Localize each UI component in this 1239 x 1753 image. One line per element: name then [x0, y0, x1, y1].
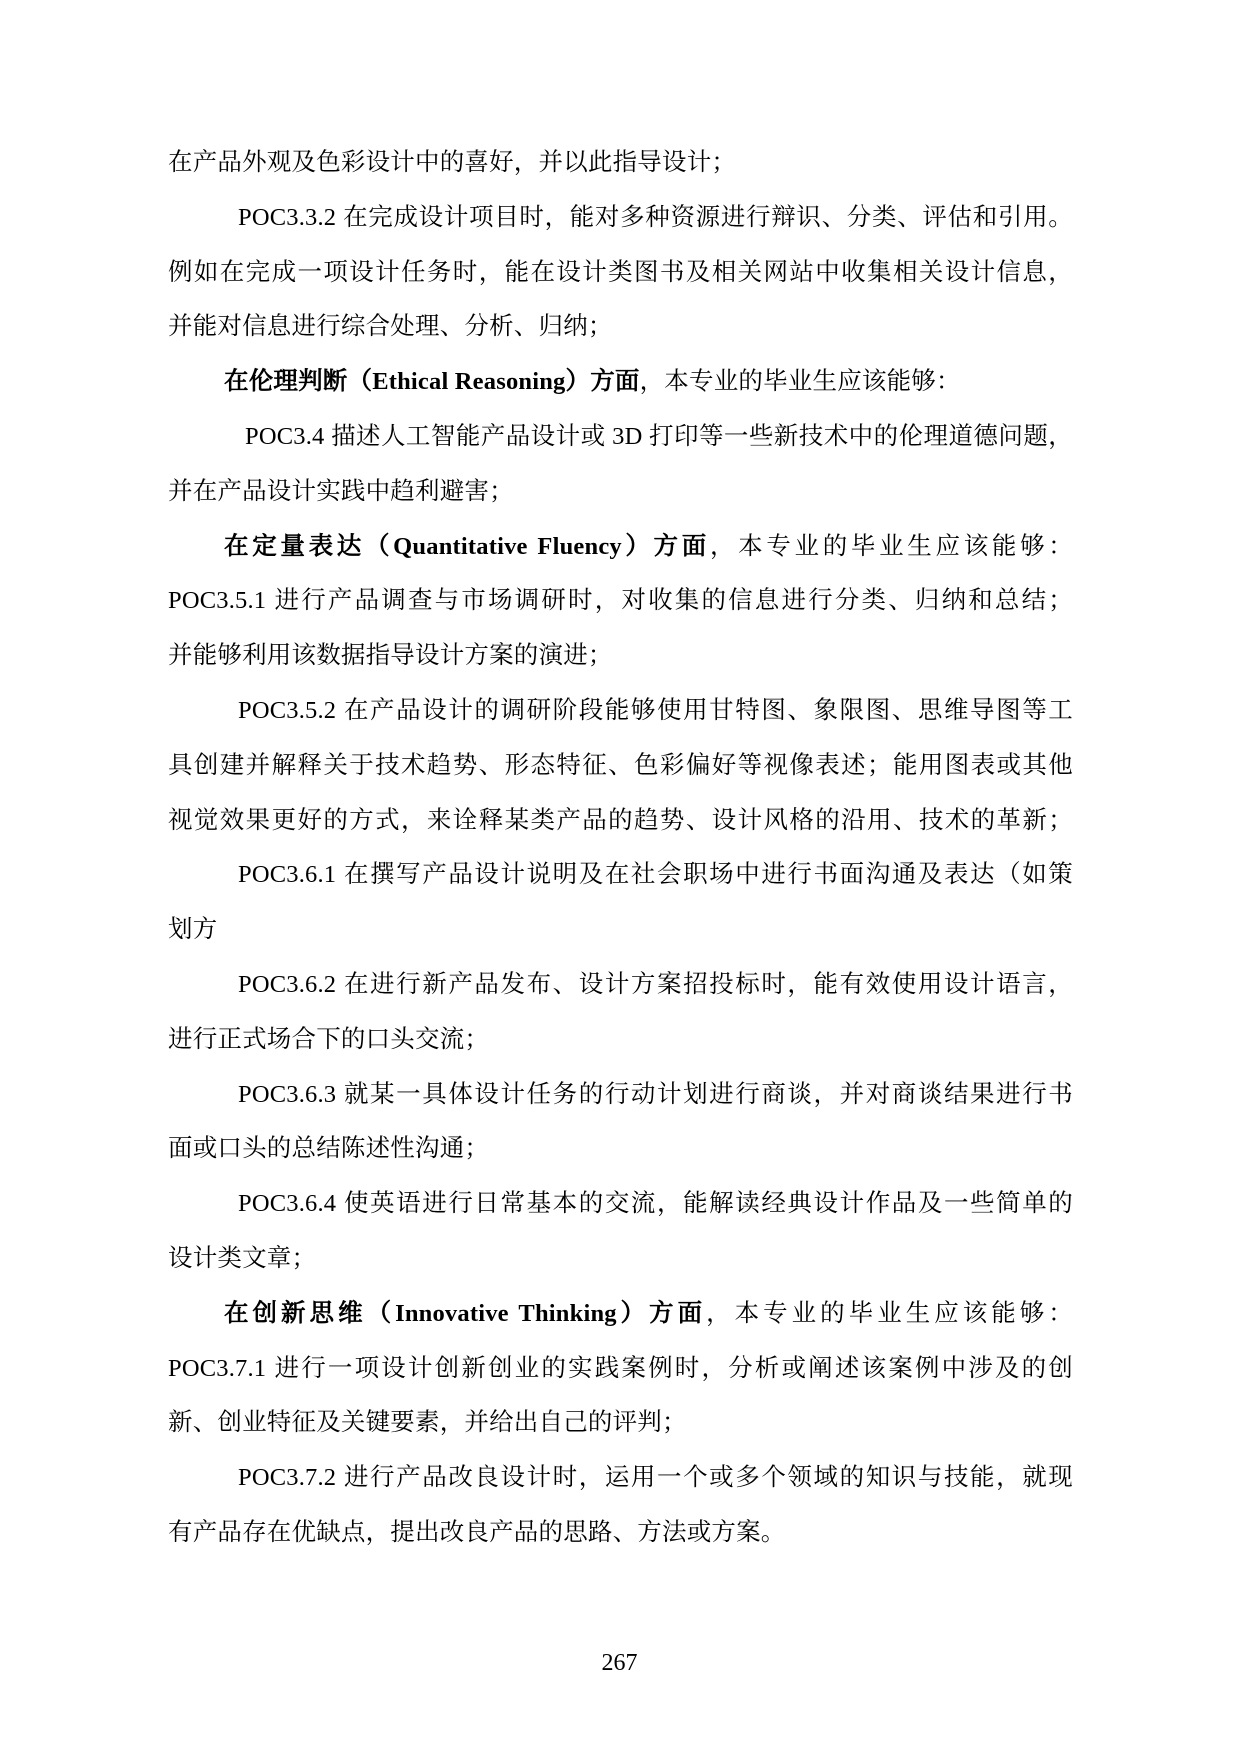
line-text: 面或口头的总结陈述性沟通； [168, 1135, 490, 1163]
bold-section-lead: 在伦理判断（Ethical Reasoning）方面 [224, 368, 640, 396]
document-body [168, 136, 1073, 1561]
line-text: POC3.7.1 进行一项设计创新创业的实践案例时，分析或阐述该案例中涉及的创 [168, 1354, 1073, 1382]
line-text: 进行正式场合下的口头交流； [168, 1025, 490, 1053]
text-line [168, 246, 1073, 301]
line-text: POC3.5.1 进行产品调查与市场调研时，对收集的信息进行分类、归纳和总结； [168, 587, 1073, 615]
line-text: POC3.4 描述人工智能产品设计或 3D 打印等一些新技术中的伦理道德问题， [245, 422, 1073, 450]
line-text: POC3.5.2 在产品设计的调研阶段能够使用甘特图、象限图、思维导图等工 [238, 696, 1073, 724]
text-line [168, 1232, 1073, 1287]
text-line [168, 191, 1073, 246]
text-line [168, 1342, 1073, 1397]
line-text: ，本专业的毕业生应该能够： [706, 1299, 1073, 1327]
line-text: 划方 [168, 916, 218, 944]
line-text: 例如在完成一项设计任务时，能在设计类图书及相关网站中收集相关设计信息， [168, 258, 1073, 286]
line-text: ，本专业的毕业生应该能够： [709, 532, 1073, 560]
line-text: 并能够利用该数据指导设计方案的演进； [168, 642, 613, 670]
line-text: 视觉效果更好的方式，来诠释某类产品的趋势、设计风格的沿用、技术的革新； [168, 806, 1073, 834]
line-text: 并能对信息进行综合处理、分析、归纳； [168, 313, 613, 341]
text-line [168, 1013, 1073, 1068]
text-line [168, 903, 1073, 958]
text-line [168, 1068, 1073, 1123]
text-line [168, 300, 1073, 355]
line-text: 在产品外观及色彩设计中的喜好，并以此指导设计； [168, 149, 737, 176]
text-line [168, 958, 1073, 1013]
line-text: ，本专业的毕业生应该能够： [639, 368, 961, 396]
line-text: POC3.6.2 在进行新产品发布、设计方案招投标时，能有效使用设计语言， [238, 970, 1073, 998]
text-line [168, 574, 1073, 629]
text-line [168, 410, 1073, 465]
text-line [168, 1506, 1073, 1561]
text-line [168, 1122, 1073, 1177]
text-line [168, 848, 1073, 903]
text-line [168, 355, 1073, 410]
bold-section-lead: 在创新思维（Innovative Thinking）方面 [224, 1299, 707, 1327]
line-text: 具创建并解释关于技术趋势、形态特征、色彩偏好等视像表述；能用图表或其他 [168, 751, 1073, 779]
line-text: POC3.7.2 进行产品改良设计时，运用一个或多个领域的知识与技能，就现 [238, 1464, 1073, 1492]
text-line [168, 629, 1073, 684]
line-text: POC3.6.1 在撰写产品设计说明及在社会职场中进行书面沟通及表达（如策 [238, 861, 1073, 889]
text-line [168, 520, 1073, 575]
text-line [168, 465, 1073, 520]
line-text: POC3.6.4 使英语进行日常基本的交流，能解读经典设计作品及一些简单的 [238, 1190, 1073, 1218]
line-text: 设计类文章； [168, 1244, 317, 1272]
line-text: POC3.6.3 就某一具体设计任务的行动计划进行商谈，并对商谈结果进行书 [238, 1080, 1073, 1108]
text-line [168, 684, 1073, 739]
line-text: 有产品存在优缺点，提出改良产品的思路、方法或方案。 [168, 1518, 786, 1546]
text-line [168, 1451, 1073, 1506]
text-line [168, 739, 1073, 794]
text-line [168, 136, 1073, 191]
text-line [168, 1177, 1073, 1232]
text-line [168, 794, 1073, 849]
line-text: 并在产品设计实践中趋利避害； [168, 477, 514, 505]
bold-section-lead: 在定量表达（Quantitative Fluency）方面 [224, 532, 710, 560]
line-text: 新、创业特征及关键要素，并给出自己的评判； [168, 1409, 687, 1437]
text-line [168, 1287, 1073, 1342]
page-number: 267 [601, 1650, 638, 1676]
text-line [168, 1396, 1073, 1451]
line-text: POC3.3.2 在完成设计项目时，能对多种资源进行辩识、分类、评估和引用。 [238, 203, 1073, 231]
